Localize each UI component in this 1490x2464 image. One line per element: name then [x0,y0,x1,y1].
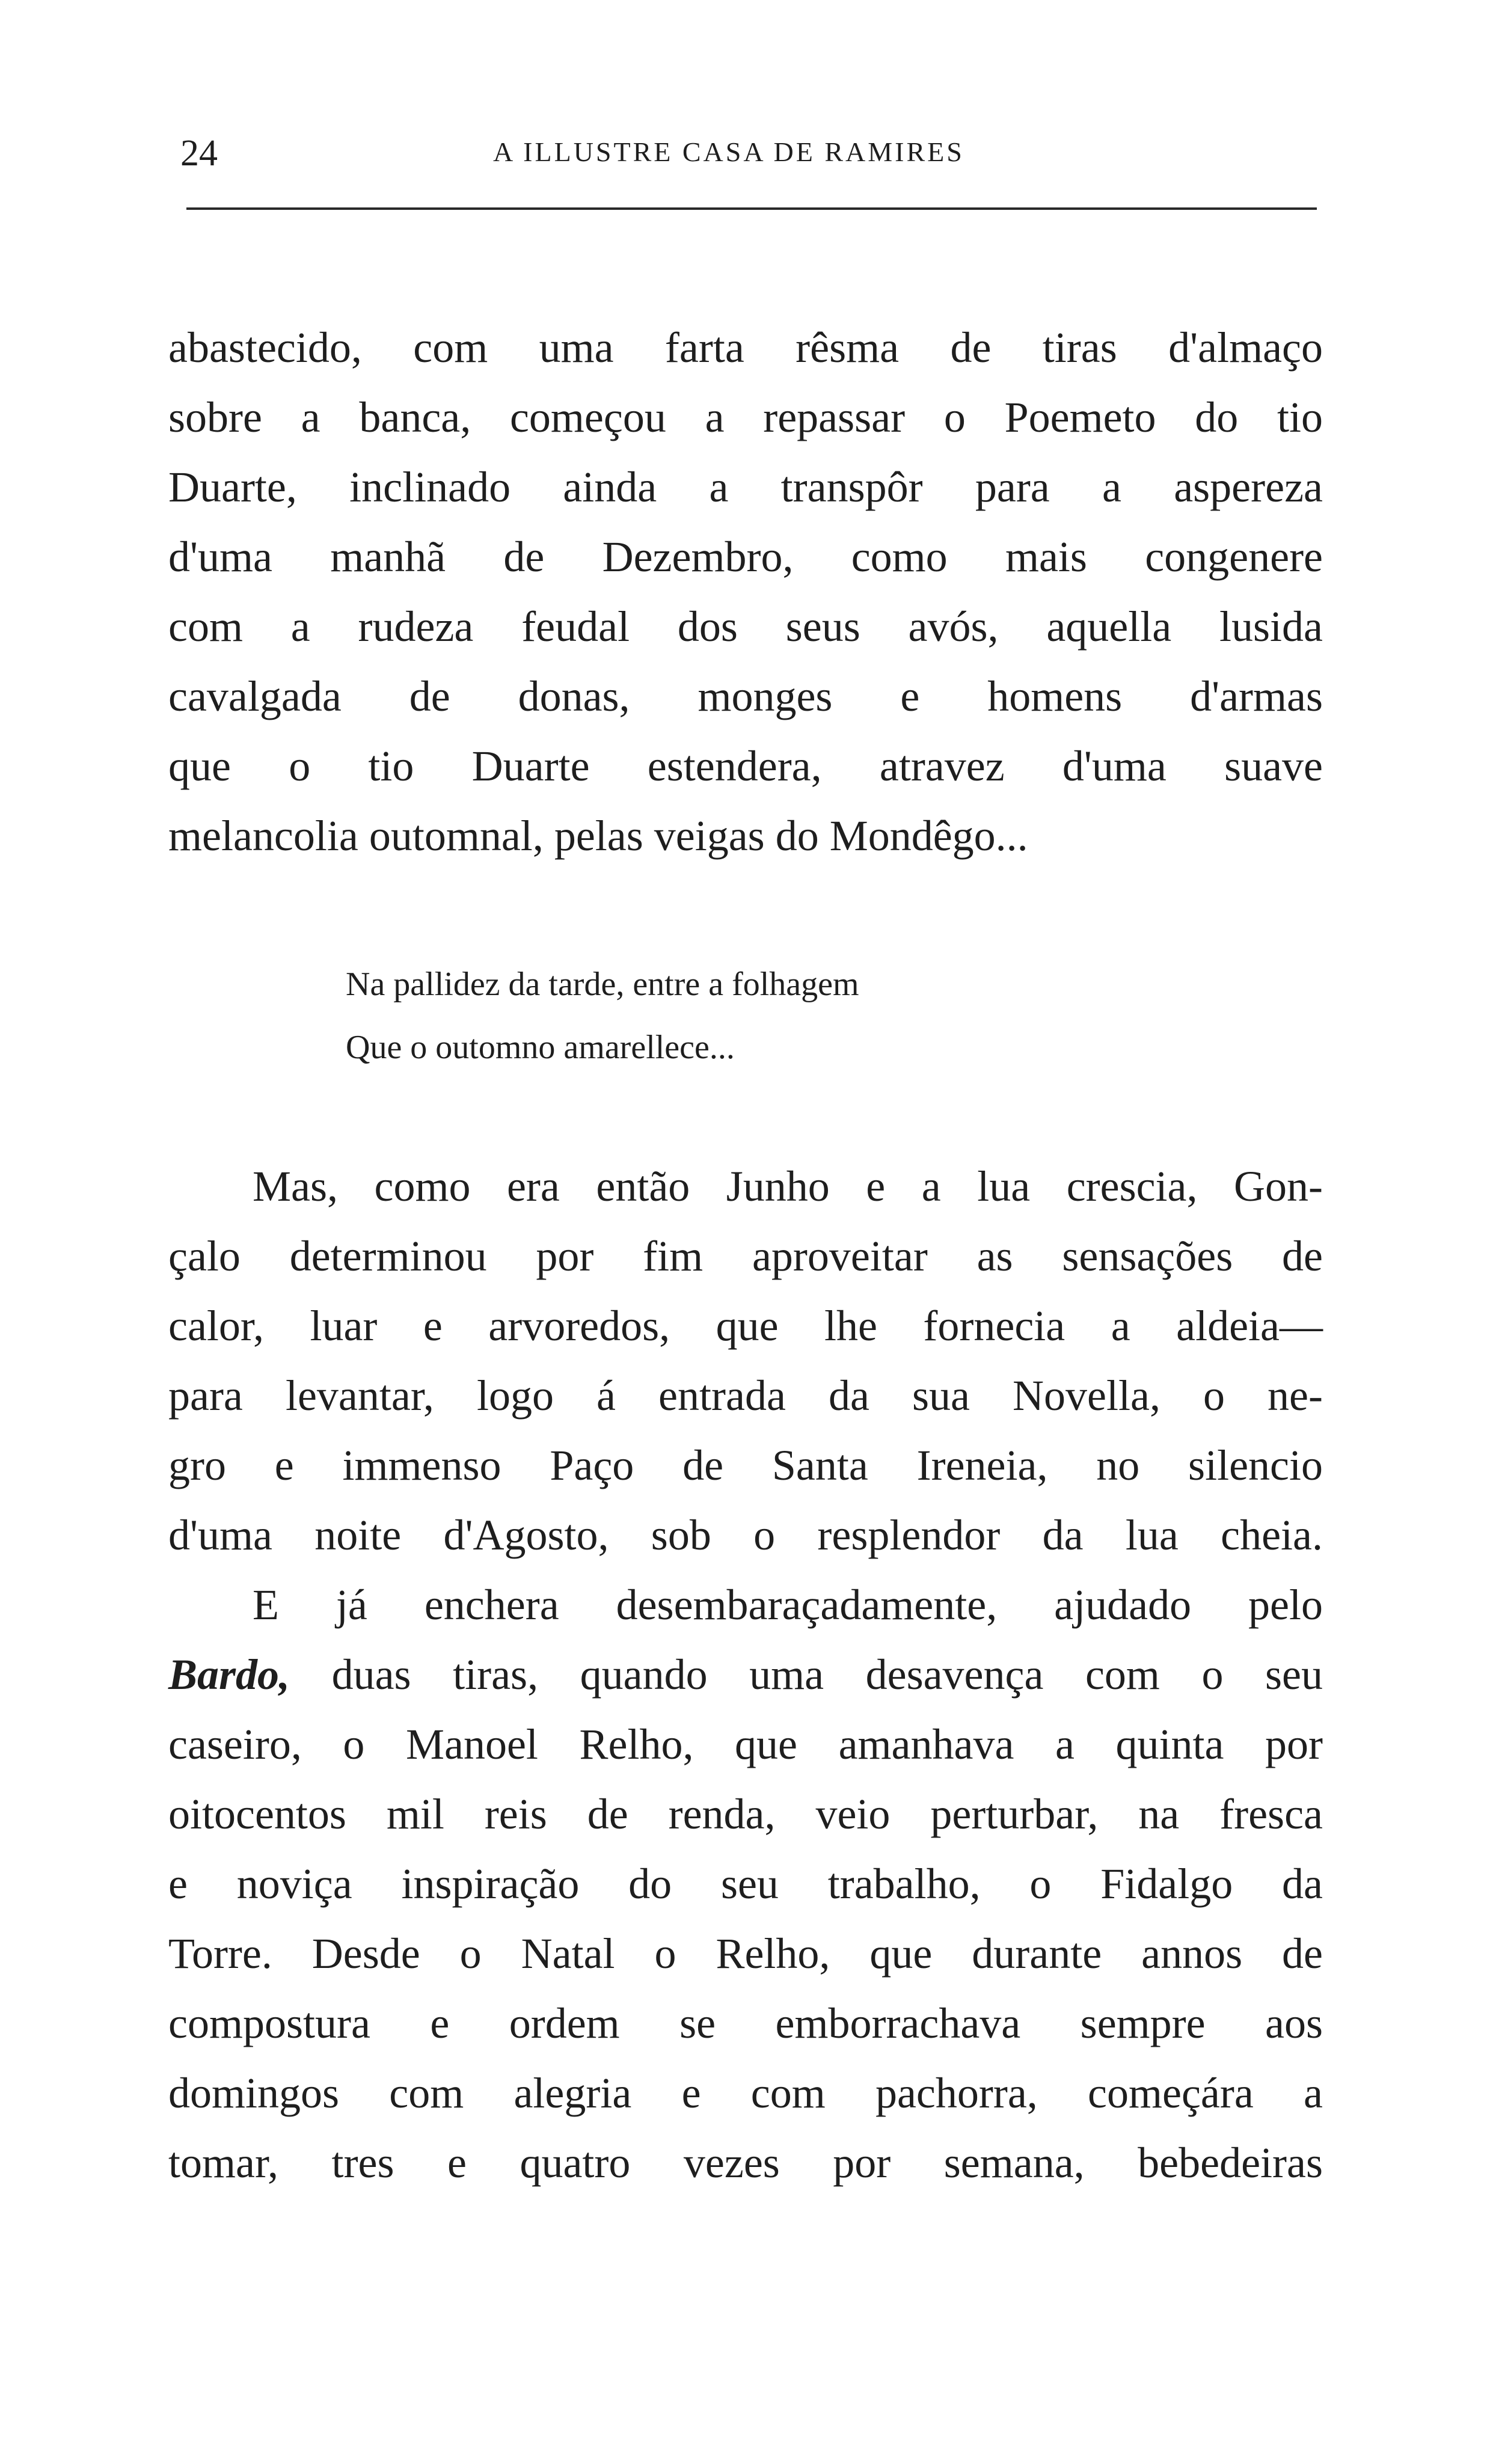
running-title: A ILLUSTRE CASA DE RAMIRES [493,136,964,167]
running-head [180,129,1323,177]
text-line: tomar, tres e quatro vezes por semana, bebedeiras [168,2139,1323,2187]
paragraph-2 [168,1151,1323,1570]
text-line: calor, luar e arvoredos, que lhe fornecia a aldeia— [168,1302,1323,1350]
page-number: 24 [180,133,218,174]
text-line: cavalgada de donas, monges e homens d'armas [168,672,1323,720]
text-line [168,1640,1323,1709]
text-fragment: duas tiras, quando uma desavença com o seu [290,1650,1323,1699]
text-line: caseiro, o Manoel Relho, que amanhava a quinta por [168,1720,1323,1768]
text-line: compostura e ordem se emborrachava sempre aos [168,1999,1323,2047]
verse-line: Na pallidez da tarde, entre a folhagem [346,966,859,1003]
verse-quote [346,953,1188,1079]
paragraph-3 [168,1570,1323,2198]
bardo-emphasis: Bardo, [168,1650,290,1699]
text-line: Mas, como era então Junho e a lua crescia, Gon- [253,1162,1323,1210]
text-line: oitocentos mil reis de renda, veio perturbar, na fresca [168,1790,1323,1838]
text-line: sobre a banca, começou a repassar o Poemeto do tio [168,393,1323,441]
text-line: d'uma noite d'Agosto, sob o resplendor da lua cheia. [168,1511,1323,1559]
text-line: que o tio Duarte estendera, atravez d'uma suave [168,742,1323,790]
paragraph-1 [168,313,1323,871]
text-line: E já enchera desembaraçadamente, ajudado pelo [253,1581,1323,1629]
text-line: e noviça inspiração do seu trabalho, o Fidalgo da [168,1860,1323,1908]
verse-line: Que o outomno amarellece... [346,1029,735,1066]
text-line: çalo determinou por fim aproveitar as sensações de [168,1232,1323,1280]
text-line: gro e immenso Paço de Santa Ireneia, no silencio [168,1441,1323,1489]
text-line: Duarte, inclinado ainda a transpôr para a aspereza [168,463,1323,511]
text-line: para levantar, logo á entrada da sua Novella, o ne- [168,1371,1323,1420]
text-line: abastecido, com uma farta rêsma de tiras d'almaço [168,323,1323,372]
header-rule [186,207,1317,210]
text-line: com a rudeza feudal dos seus avós, aquella lusida [168,602,1323,651]
text-line: Torre. Desde o Natal o Relho, que durante annos de [168,1929,1323,1978]
text-line: domingos com alegria e com pachorra, começára a [168,2069,1323,2117]
text-line: melancolia outomnal, pelas veigas do Mondêgo... [168,812,1028,860]
text-line: d'uma manhã de Dezembro, como mais congenere [168,533,1323,581]
